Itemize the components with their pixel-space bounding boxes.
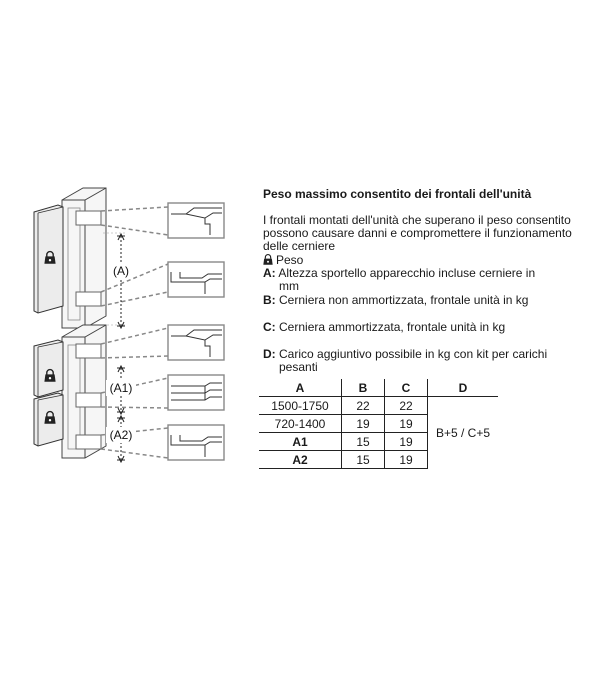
legend-text-continued: pesanti — [279, 360, 318, 374]
cell-b: 22 — [342, 397, 385, 415]
cell-a: A1 — [259, 433, 342, 451]
header-d: D — [428, 379, 499, 397]
cell-a: 720-1400 — [259, 415, 342, 433]
cell-a: 1500-1750 — [259, 397, 342, 415]
legend-text: Carico aggiuntivo possibile in kg con kit per carichi — [279, 347, 548, 361]
legend-text: Peso — [276, 253, 304, 267]
hinge-detail-top — [168, 325, 224, 360]
hinge-detail-lower — [168, 262, 224, 297]
header-a: A — [259, 379, 342, 397]
legend-item-c — [263, 321, 588, 334]
legend-item-d — [263, 348, 588, 374]
header-b: B — [342, 379, 385, 397]
header-c: C — [385, 379, 428, 397]
dimension-label-a: (A) — [113, 264, 129, 278]
legend-key: C: — [263, 320, 276, 334]
intro-paragraph: I frontali montati dell'unità che superano il peso consentito possono causare danni e compromettere il funzionamento delle cerniere — [263, 213, 572, 253]
hinge-detail-upper — [168, 203, 224, 238]
legend-text-continued: mm — [279, 279, 299, 293]
cell-c: 19 — [385, 451, 428, 469]
weight-table — [259, 379, 498, 469]
cell-c: 22 — [385, 397, 428, 415]
cell-b: 15 — [342, 433, 385, 451]
legend-key: A: — [263, 266, 276, 280]
cell-d: B+5 / C+5 — [428, 397, 499, 469]
two-door-unit — [34, 325, 168, 462]
cell-b: 19 — [342, 415, 385, 433]
hinge-detail-middle — [168, 375, 224, 410]
installation-diagram — [0, 0, 260, 692]
hinge-detail-bottom — [168, 425, 224, 460]
cell-a: A2 — [259, 451, 342, 469]
cell-c: 19 — [385, 415, 428, 433]
cell-b: 15 — [342, 451, 385, 469]
legend-key: D: — [263, 347, 276, 361]
cell-c: 19 — [385, 433, 428, 451]
legend-text: Altezza sportello apparecchio incluse cerniere in — [278, 266, 536, 280]
weight-lock-icon — [263, 254, 273, 265]
dimension-label-a2: (A2) — [109, 428, 133, 442]
legend-text: Cerniera ammortizzata, frontale unità in kg — [279, 320, 506, 334]
legend-key: B: — [263, 293, 276, 307]
table-header-row — [259, 379, 498, 397]
single-door-unit — [34, 188, 168, 328]
legend-item-b — [263, 294, 588, 307]
legend-text: Cerniera non ammortizzata, frontale unità in kg — [279, 293, 529, 307]
section-title: Peso massimo consentito dei frontali dell'unità — [263, 187, 532, 201]
legend-item-a — [263, 267, 588, 293]
table-row — [259, 397, 498, 415]
dimension-label-a1: (A1) — [109, 381, 133, 395]
